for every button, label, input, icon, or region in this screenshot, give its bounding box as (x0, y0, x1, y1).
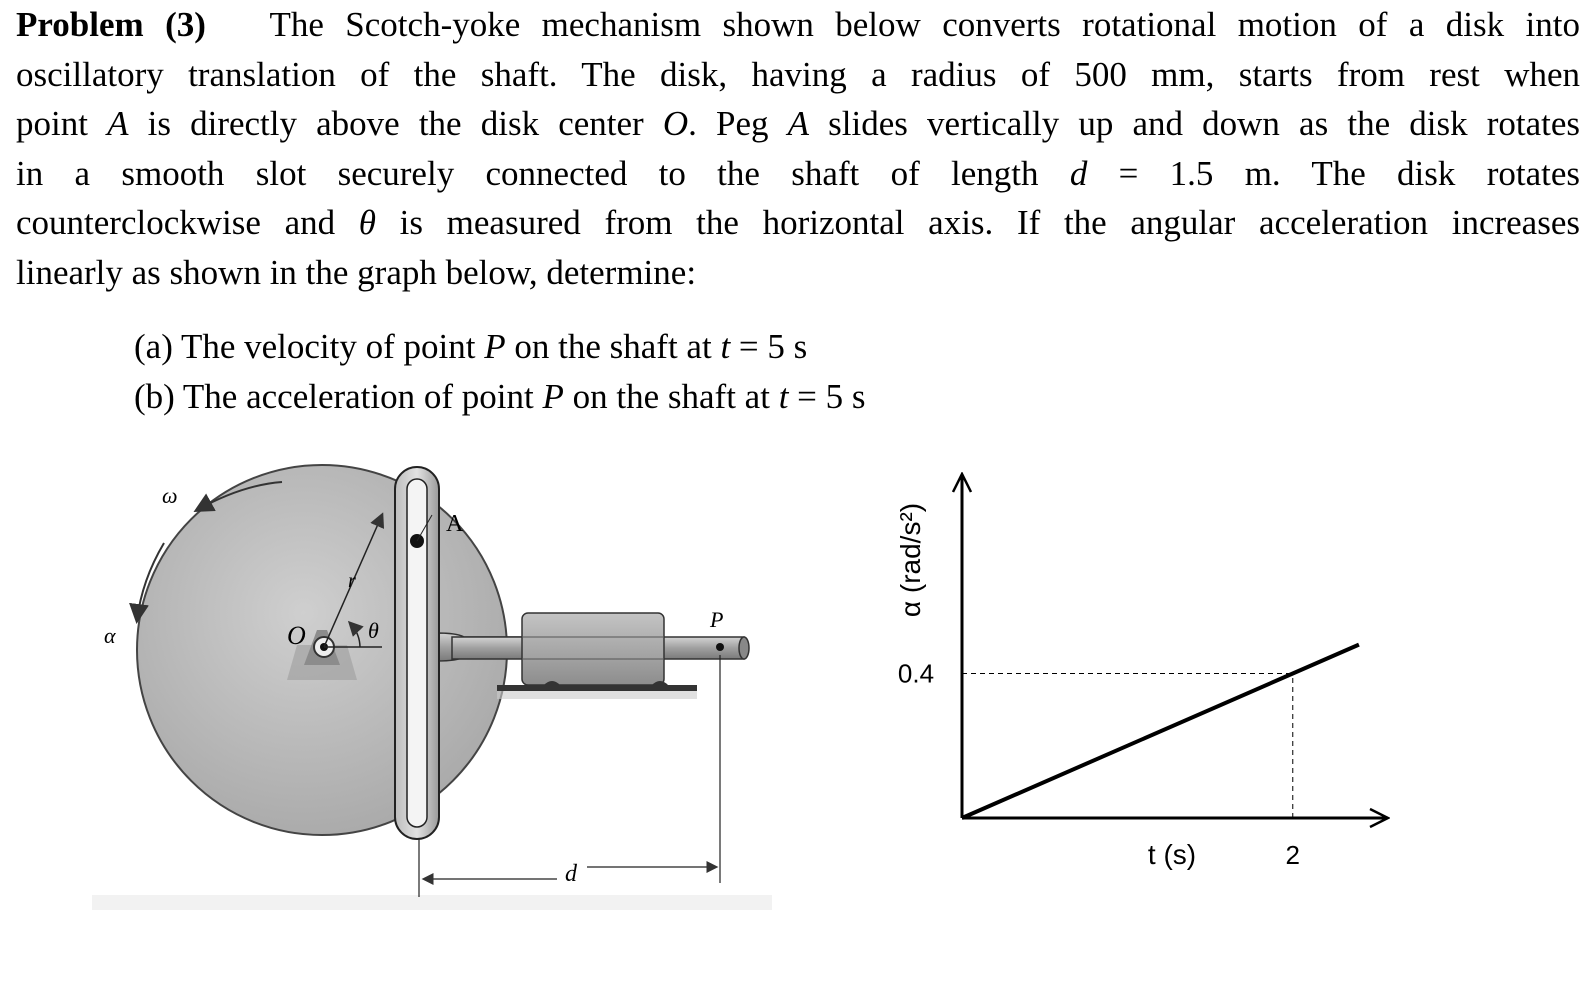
problem-line-2: oscillatory translation of the shaft. The disk, having a radius of 500 mm, starts from rest when (16, 54, 1580, 94)
shaft-end (739, 637, 749, 659)
ground-hatch (497, 691, 697, 699)
r-label: r (348, 570, 356, 592)
omega-label: ω (162, 483, 178, 508)
alpha-vs-time-chart (880, 460, 1400, 900)
problem-line-4: in a smooth slot securely connected to the shaft of length d = 1.5 m. The disk rotates (16, 153, 1580, 193)
series-alpha-line (962, 645, 1359, 818)
yoke-slot (407, 479, 427, 827)
part-b: (b) The acceleration of point P on the shaft at t = 5 s (134, 376, 866, 416)
problem-line-5: counterclockwise and θ is measured from the horizontal axis. If the angular acceleration increases (16, 203, 1580, 242)
a-label: A (446, 511, 464, 537)
x-axis-label: t (s) (1147, 839, 1197, 870)
scotch-yoke-figure (92, 455, 772, 910)
problem-label: Problem (3) (16, 5, 206, 44)
alpha-label: α (104, 623, 116, 648)
o-label: O (287, 621, 306, 650)
p-label: P (710, 607, 724, 632)
problem-line-1: Problem (3) The Scotch-yoke mechanism shown below converts rotational motion of a disk into (16, 5, 1580, 44)
ground-base (497, 685, 697, 691)
x-tick-label-2: 2 (1285, 840, 1301, 870)
point-p-marker (716, 643, 724, 651)
y-axis-label: α (rad/s²) (895, 502, 926, 618)
question-parts (134, 322, 866, 421)
problem-statement (16, 0, 1580, 297)
d-label: d (565, 861, 577, 887)
problem-line-3: point A is directly above the disk center O. Peg A slides vertically up and down as the disk rotates (16, 104, 1581, 143)
figure-base-shade (92, 895, 772, 910)
guide-block (522, 613, 664, 685)
y-tick-label-0-4: 0.4 (897, 658, 935, 689)
problem-line-6: linearly as shown in the graph below, determine: (16, 252, 697, 292)
part-a: (a) The velocity of point P on the shaft at t = 5 s (134, 327, 808, 366)
theta-label: θ (368, 618, 379, 643)
